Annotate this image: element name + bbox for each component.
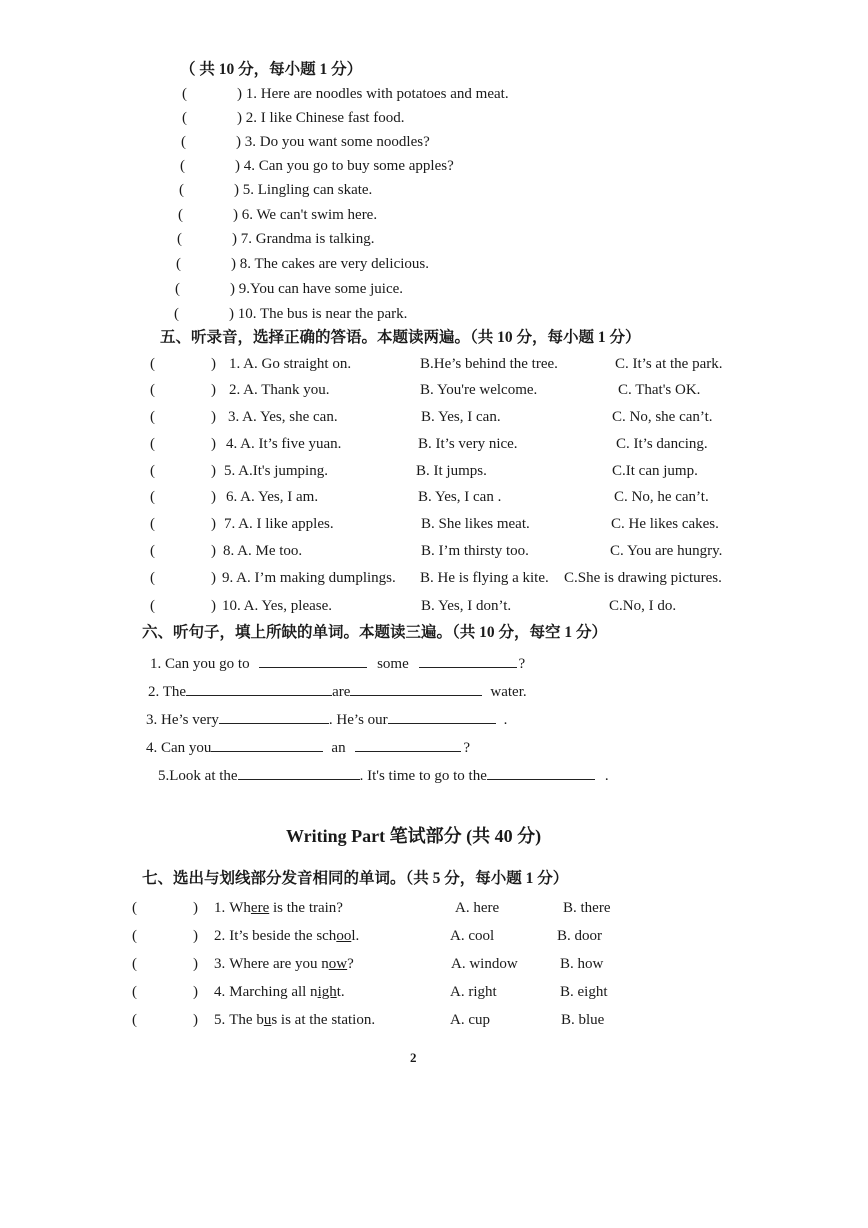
- answer-blank[interactable]: [388, 709, 496, 724]
- question-number: 5.: [214, 1012, 226, 1028]
- answer-blank[interactable]: [211, 737, 323, 752]
- answer-paren-close: ): [235, 158, 244, 174]
- fill-sentence-4: [146, 737, 470, 758]
- judge-item: [182, 108, 404, 128]
- answer-blank[interactable]: [350, 681, 482, 696]
- sentence-text: . It's time to go to the: [359, 768, 487, 784]
- option-a: A. cup: [450, 1012, 490, 1028]
- option-b: B. door: [557, 928, 602, 944]
- underlined-letters: u: [263, 1012, 272, 1028]
- section6-header: 六、听句子，填上所缺的单词。本题读三遍。（共 10 分，每空 1 分）: [142, 624, 608, 641]
- option-b: B. He is flying a kite.: [420, 570, 549, 586]
- option-a: A. cool: [450, 928, 495, 944]
- answer-paren-close: ): [230, 281, 239, 297]
- option-b: B. It’s very nice.: [418, 436, 518, 452]
- answer-paren-close: ): [237, 86, 246, 102]
- option-a: A. here: [455, 900, 500, 916]
- phonics-question: [214, 1010, 375, 1030]
- answer-paren-close: ): [237, 110, 246, 126]
- answer-blank[interactable]: [186, 681, 332, 696]
- answer-parens[interactable]: ( ): [150, 409, 216, 425]
- judge-item: [179, 180, 372, 200]
- option-a: A. window: [451, 956, 518, 972]
- item-text: 7. Grandma is talking.: [240, 231, 375, 247]
- option-c: C. It’s at the park.: [615, 356, 723, 372]
- underlined-letters: oo: [336, 928, 352, 944]
- question-number: 1.: [214, 900, 226, 916]
- option-a: 3. A. Yes, she can.: [228, 409, 338, 425]
- judge-item: [174, 304, 407, 324]
- fill-sentence-2: [148, 681, 527, 702]
- sentence-text: some: [377, 656, 409, 672]
- item-text: 10. The bus is near the park.: [237, 306, 408, 322]
- question-text: The b: [229, 1012, 264, 1028]
- option-b: B. Yes, I don’t.: [421, 598, 512, 614]
- answer-paren-open[interactable]: (: [174, 306, 179, 322]
- question-text: is the train?: [269, 900, 343, 916]
- option-b: B.He’s behind the tree.: [420, 356, 558, 372]
- option-c: C. He likes cakes.: [611, 516, 719, 532]
- option-c: C. No, he can’t.: [614, 489, 709, 505]
- option-a: 1. A. Go straight on.: [229, 356, 352, 372]
- answer-paren-open[interactable]: (: [178, 207, 183, 223]
- sentence-text: .: [503, 712, 508, 728]
- option-b: B. It jumps.: [416, 463, 487, 479]
- answer-paren-close: ): [236, 134, 245, 150]
- option-c: C.She is drawing pictures.: [564, 570, 722, 586]
- sentence-text: ?: [463, 740, 471, 756]
- answer-parens[interactable]: ( ): [150, 516, 216, 532]
- answer-paren-open[interactable]: (: [180, 158, 185, 174]
- question-text: Where are you n: [229, 956, 329, 972]
- answer-blank[interactable]: [259, 653, 367, 668]
- answer-blank[interactable]: [238, 765, 360, 780]
- fill-sentence-3: [146, 709, 507, 730]
- sentence-text: 5.Look at the: [158, 768, 238, 784]
- phonics-question: [214, 898, 343, 918]
- phonics-question: [214, 954, 354, 974]
- answer-parens[interactable]: ( ): [132, 1012, 198, 1028]
- answer-blank[interactable]: [219, 709, 329, 724]
- question-text: s is at the station.: [271, 1012, 376, 1028]
- answer-paren-open[interactable]: (: [179, 182, 184, 198]
- item-text: 1. Here are noodles with potatoes and meat.: [245, 86, 509, 102]
- page-number: 2: [410, 1050, 417, 1065]
- answer-paren-close: ): [233, 207, 242, 223]
- fill-sentence-5: [158, 765, 609, 786]
- answer-parens[interactable]: ( ): [132, 900, 198, 916]
- sentence-text: an: [331, 740, 346, 756]
- sentence-text: 4. Can you: [146, 740, 212, 756]
- sentence-text: .: [604, 768, 609, 784]
- item-text: 6. We can't swim here.: [241, 207, 378, 223]
- answer-parens[interactable]: ( ): [132, 984, 198, 1000]
- judge-item: [176, 254, 429, 274]
- question-text: t.: [336, 984, 345, 1000]
- judge-item: [177, 229, 374, 249]
- judge-item: [178, 205, 377, 225]
- question-number: 4.: [214, 984, 226, 1000]
- question-text: Marching all n: [229, 984, 318, 1000]
- item-text: 3. Do you want some noodles?: [244, 134, 430, 150]
- question-text: ?: [347, 956, 354, 972]
- answer-parens[interactable]: ( ): [150, 463, 216, 479]
- answer-paren-open[interactable]: (: [176, 256, 181, 272]
- option-c: C. That's OK.: [618, 382, 701, 398]
- option-b: B. I’m thirsty too.: [421, 543, 529, 559]
- option-c: C. It’s dancing.: [616, 436, 708, 452]
- option-a: 6. A. Yes, I am.: [226, 489, 319, 505]
- sentence-text: 1. Can you go to: [150, 656, 250, 672]
- underlined-letters: ere: [250, 900, 270, 916]
- option-b: B. Yes, I can.: [421, 409, 501, 425]
- section7-header: 七、选出与划线部分发音相同的单词。（共 5 分，每小题 1 分）: [142, 870, 569, 887]
- answer-paren-close: ): [232, 231, 241, 247]
- sentence-text: . He’s our: [328, 712, 388, 728]
- answer-parens[interactable]: ( ): [150, 570, 216, 586]
- answer-parens[interactable]: ( ): [150, 382, 216, 398]
- section5-header: 五、听录音，选择正确的答语。本题读两遍。（共 10 分，每小题 1 分）: [160, 329, 641, 346]
- answer-paren-close: ): [231, 256, 240, 272]
- writing-part-title: Writing Part 笔试部分 (共 40 分): [286, 826, 542, 846]
- option-a: 7. A. I like apples.: [224, 516, 334, 532]
- option-a: 10. A. Yes, please.: [222, 598, 333, 614]
- answer-paren-open[interactable]: (: [177, 231, 182, 247]
- answer-paren-open[interactable]: (: [182, 110, 187, 126]
- item-text: 8. The cakes are very delicious.: [239, 256, 429, 272]
- answer-parens[interactable]: ( ): [150, 436, 216, 452]
- option-a: 4. A. It’s five yuan.: [226, 436, 342, 452]
- option-a: 9. A. I’m making dumplings.: [222, 570, 396, 586]
- underlined-letters: igh: [317, 984, 337, 1000]
- option-c: C. No, she can’t.: [612, 409, 713, 425]
- answer-parens[interactable]: ( ): [150, 356, 216, 372]
- question-text: Wh: [229, 900, 251, 916]
- answer-paren-open[interactable]: (: [182, 86, 187, 102]
- judge-item: [181, 132, 430, 152]
- option-c: C. You are hungry.: [610, 543, 723, 559]
- option-b: B. how: [560, 956, 604, 972]
- option-a: A. right: [450, 984, 497, 1000]
- answer-paren-open[interactable]: (: [181, 134, 186, 150]
- judge-item: [180, 156, 454, 176]
- option-b: B. blue: [561, 1012, 605, 1028]
- option-b: B. You're welcome.: [420, 382, 538, 398]
- answer-blank[interactable]: [355, 737, 461, 752]
- question-text: l.: [351, 928, 360, 944]
- sentence-text: are: [332, 684, 351, 700]
- answer-parens[interactable]: ( ): [150, 598, 216, 614]
- question-number: 3.: [214, 956, 226, 972]
- answer-blank[interactable]: [487, 765, 595, 780]
- sentence-text: 2. The: [148, 684, 187, 700]
- fill-sentence-1: [150, 653, 525, 674]
- answer-parens[interactable]: ( ): [132, 956, 198, 972]
- section4-header: （ 共 10 分，每小题 1 分）: [180, 61, 363, 78]
- judge-item: [175, 279, 403, 299]
- option-b: B. Yes, I can .: [418, 489, 502, 505]
- question-number: 2.: [214, 928, 226, 944]
- judge-item: [182, 84, 509, 104]
- option-b: B. She likes meat.: [421, 516, 530, 532]
- answer-paren-close: ): [229, 306, 238, 322]
- item-text: 2. I like Chinese fast food.: [245, 110, 405, 126]
- option-c: C.It can jump.: [612, 463, 698, 479]
- sentence-text: ?: [518, 656, 526, 672]
- phonics-question: [214, 926, 359, 946]
- sentence-text: water.: [490, 684, 527, 700]
- option-b: B. there: [563, 900, 611, 916]
- answer-parens[interactable]: ( ): [132, 928, 198, 944]
- underlined-letters: ow: [328, 956, 348, 972]
- answer-paren-close: ): [234, 182, 243, 198]
- phonics-question: [214, 982, 345, 1002]
- option-a: 5. A.It's jumping.: [224, 463, 328, 479]
- item-text: 5. Lingling can skate.: [242, 182, 373, 198]
- item-text: 9.You can have some juice.: [238, 281, 404, 297]
- answer-parens[interactable]: ( ): [150, 543, 216, 559]
- item-text: 4. Can you go to buy some apples?: [243, 158, 454, 174]
- option-a: 2. A. Thank you.: [229, 382, 330, 398]
- question-text: It’s beside the sch: [229, 928, 337, 944]
- answer-parens[interactable]: ( ): [150, 489, 216, 505]
- option-a: 8. A. Me too.: [223, 543, 303, 559]
- sentence-text: 3. He’s very: [146, 712, 219, 728]
- option-b: B. eight: [560, 984, 608, 1000]
- answer-paren-open[interactable]: (: [175, 281, 180, 297]
- answer-blank[interactable]: [419, 653, 517, 668]
- option-c: C.No, I do.: [609, 598, 677, 614]
